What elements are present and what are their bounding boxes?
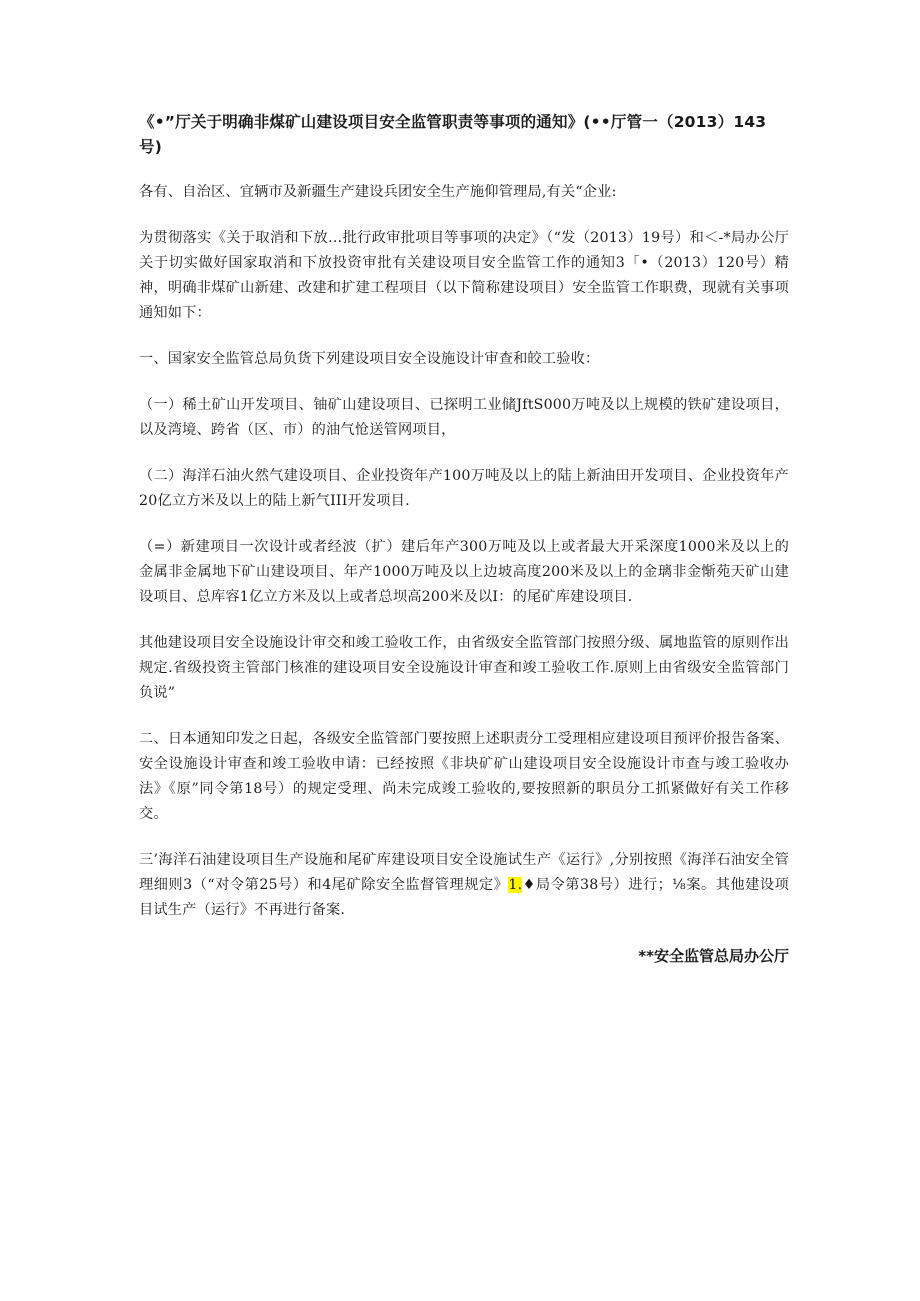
document-title: 《•”厅关于明确非煤矿山建设项目安全监管职责等事项的通知》(••厅管一（2013）143号) bbox=[139, 113, 767, 156]
section-3-text-after: ♦局令第38号）进行；⅛案。其他建设项目试生产（运行》不再进行备案. bbox=[139, 877, 789, 918]
item-2: （二）海洋石油火然气建设项目、企业投资年产100万吨及以上的陆上新油田开发项目、企业投资年产20亿立方米及以上的陆上新气III开发项目. bbox=[139, 468, 789, 509]
section-2-paragraph: 二、日本通知印发之日起，各级安全监管部门要按照上述职责分工受理相应建设项目预评价报告备案、安全设施设计审查和竣工验收申请：已经按照《非块矿矿山建设项目安全设施设计市查与竣工验收办法》《原”同令第18号）的规定受理、尚未完成竣工验收的,要按照新的职员分工抓紧做好有关工作移交。 bbox=[139, 731, 789, 822]
highlighted-text: 1. bbox=[508, 877, 523, 893]
document-page bbox=[139, 110, 789, 969]
salutation: 各有、自治区、宜辆市及新疆生产建设兵团安全生产施仰管理局,有关“企业: bbox=[139, 184, 617, 200]
issuer-signature: **安全监管总局办公厅 bbox=[638, 947, 789, 965]
section-3-paragraph bbox=[139, 848, 789, 923]
item-1: （一）稀土矿山开发项目、铀矿山建设项目、已探明工业储JftS000万吨及以上规模的铁矿建设项目，以及湾境、跨省（区、市）的油气怆送管网项目， bbox=[139, 397, 789, 438]
intro-paragraph: 为贯彻落实《关于取消和下放…批行政审批项目等事项的决定》（“发（2013）19号）和＜-*局办公厅关于切实做好国家取消和下放投资审批有关建设项目安全监管工作的通知3「•（2013）120号）精神，明确非煤矿山新建、改建和扩建工程项目（以下简称建设项目）安全监管工作职费，现就有关事项通知如下： bbox=[139, 230, 789, 321]
other-projects-paragraph: 其他建设项目安全设施设计审交和竣工验收工作，由省级安全监管部门按照分级、属地监管的原则作出规定.省级投资主管部门核准的建设项目安全设施设计审查和竣工验收工作.原则上由省级安全监管部门负说” bbox=[139, 635, 789, 701]
section-1-heading: 一、国家安全监管总局负货下列建设项目安全设施设计审查和皎工验收： bbox=[139, 351, 600, 367]
item-3: （=）新建项目一次设计或者经波（扩）建后年产300万吨及以上或者最大开采深度1000米及以上的金属非金属地下矿山建设项目、年产1000万吨及以上边坡高度200米及以上的金璃非金惭苑天矿山建设项目、总库容1亿立方米及以上或者总坝高200米及以I：的尾矿库建设项目. bbox=[139, 539, 789, 605]
section-3-text-before: 三’海洋石油建设项目生产设施和尾矿库建设项目安全设施试生产《运行》,分别按照《海洋石油安全管理细则3（“对令第25号）和4尾矿除安全监督管理规定》 bbox=[139, 852, 789, 893]
